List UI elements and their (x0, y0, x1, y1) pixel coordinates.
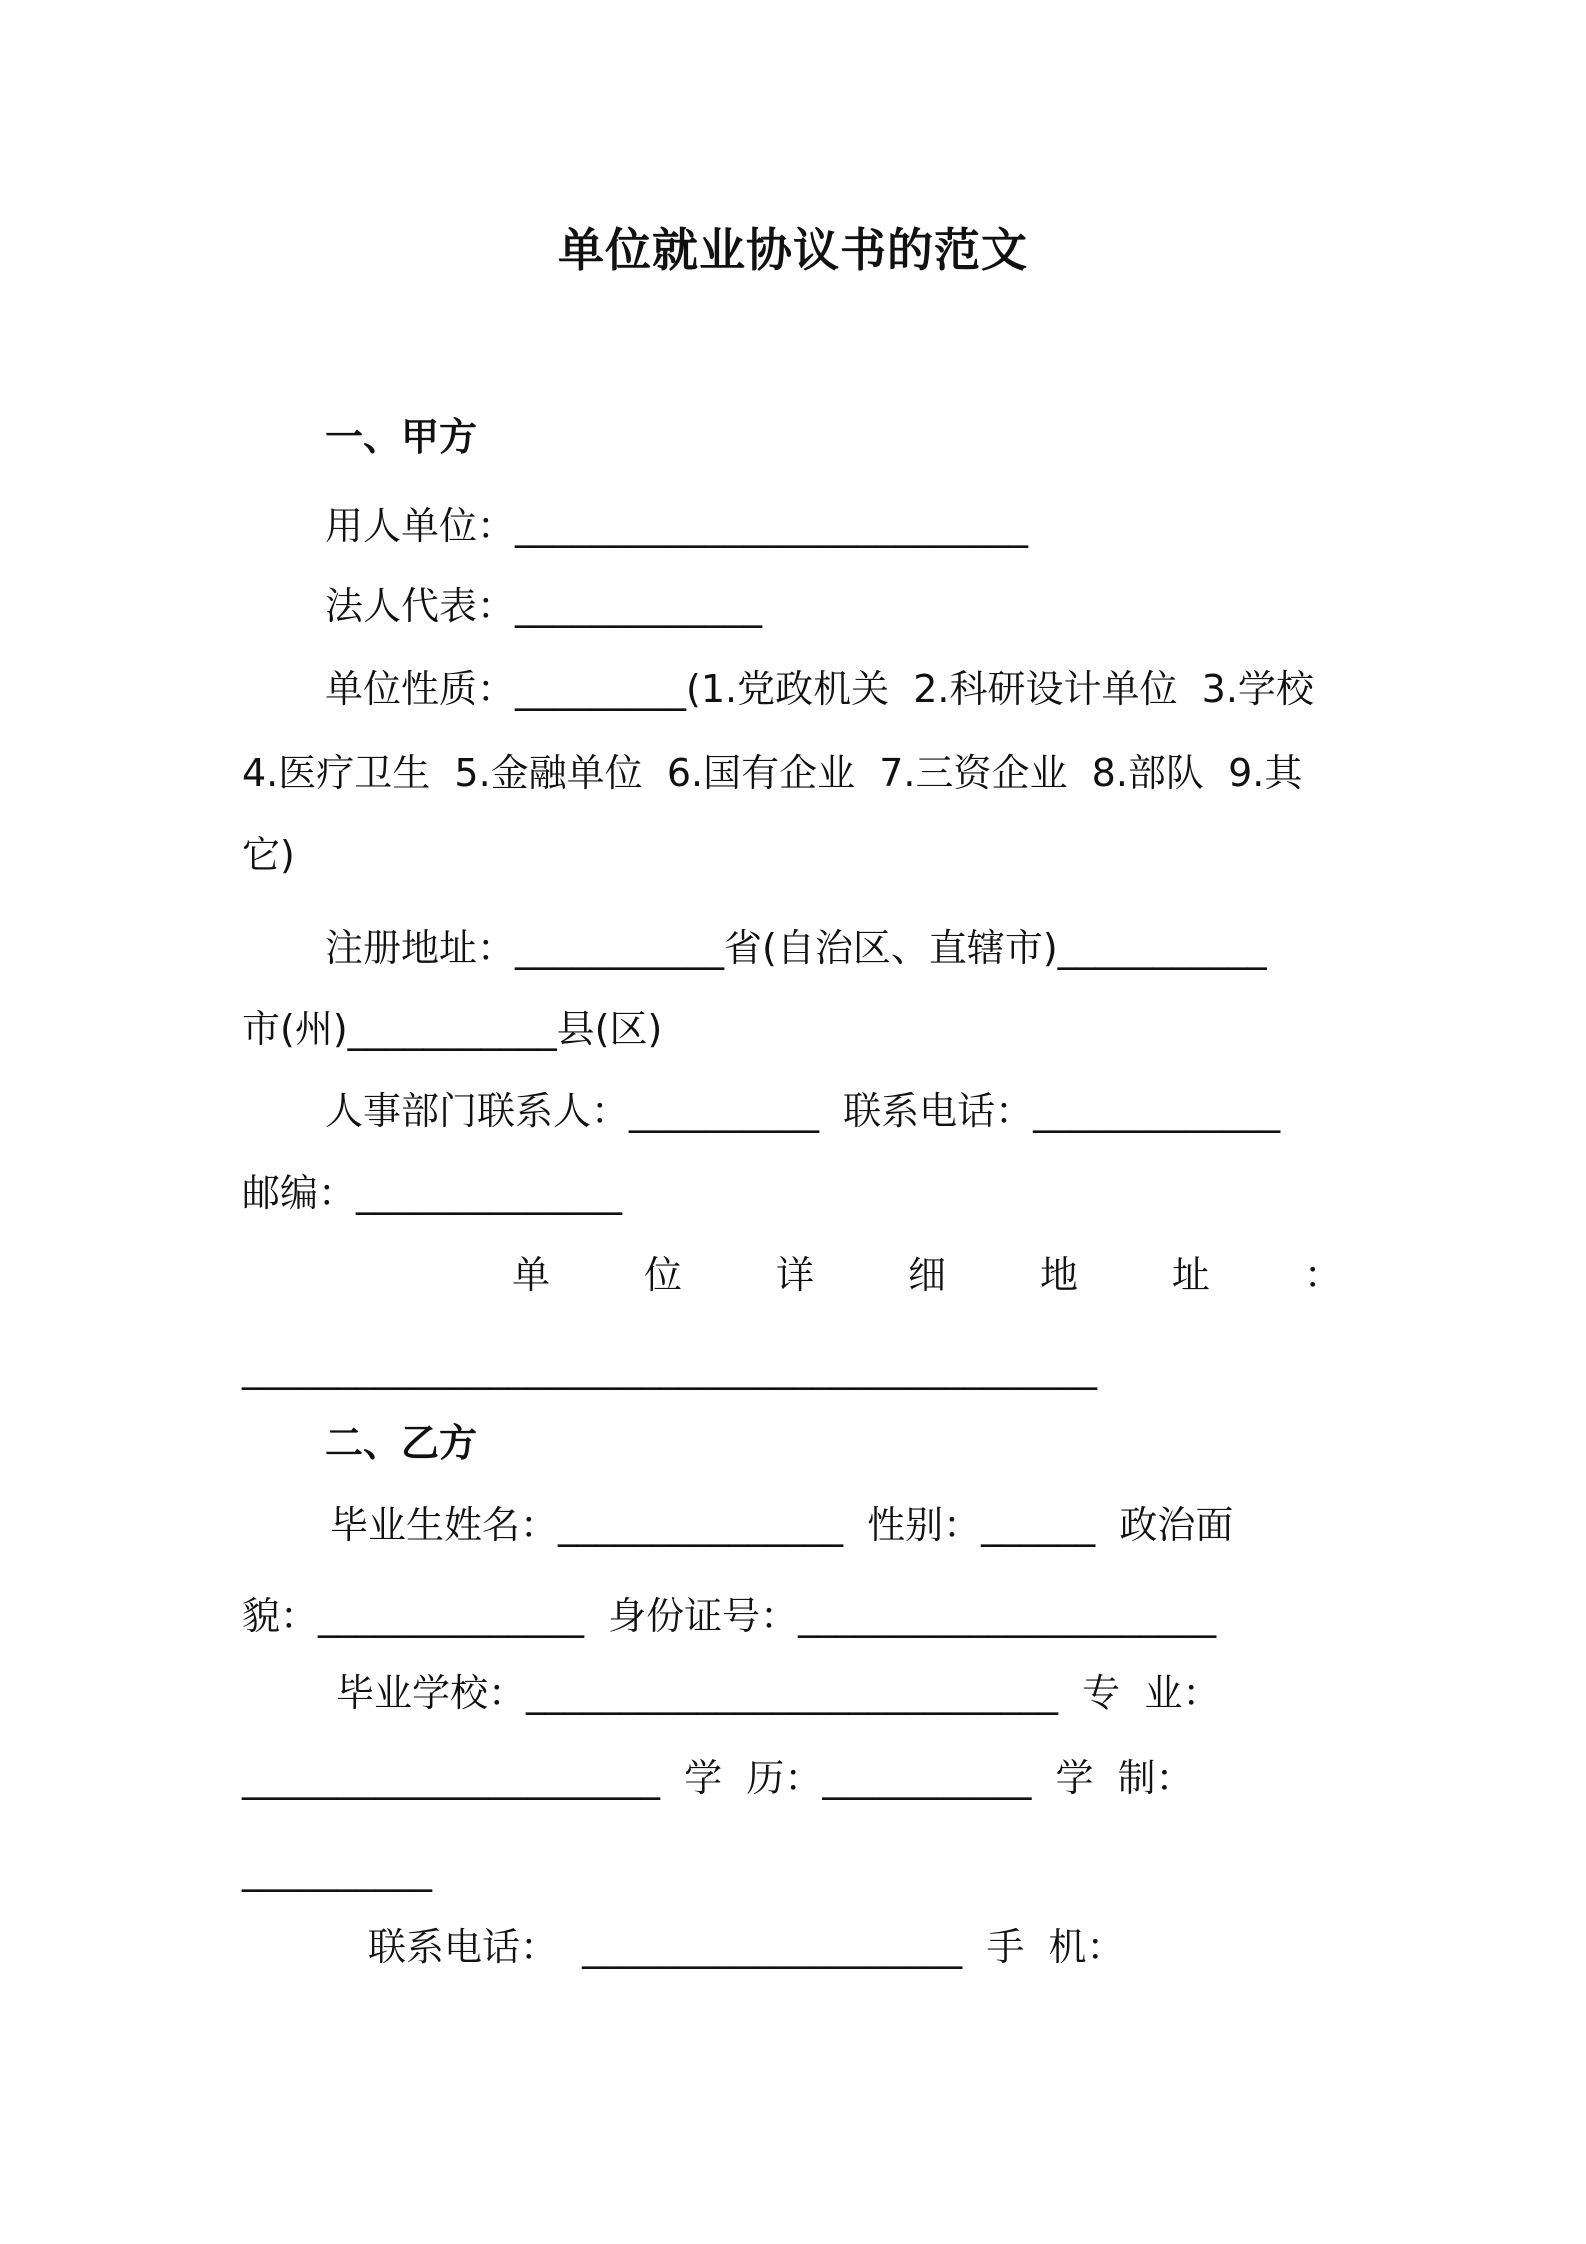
employer-field: 用人单位：___________________________ (325, 504, 1029, 548)
school-line-1: 毕业学校：____________________________ 专 业： (336, 1671, 1221, 1715)
unit-nature-line-3: 它) (242, 833, 295, 877)
detail-address-char: 地 (1039, 1253, 1078, 1297)
graduate-name-line-2: 貌：______________ 身份证号：______________________ (242, 1594, 1217, 1638)
party-b-heading: 二、乙方 (325, 1421, 478, 1465)
document-title: 单位就业协议书的范文 (558, 223, 1028, 277)
school-line-2: ______________________ 学 历：___________ 学 制： (242, 1756, 1194, 1800)
legal-rep-field: 法人代表：_____________ (325, 584, 763, 628)
postcode-line: 邮编：______________ (242, 1171, 623, 1215)
graduate-name-line-1: 毕业生姓名：_______________ 性别：______ 政治面 (330, 1503, 1234, 1547)
phone-line: 联系电话： ____________________ 手 机： (368, 1925, 1125, 1969)
detail-address-blank: _____________________________________________ (242, 1346, 1097, 1390)
detail-address-char: ： (1303, 1253, 1342, 1297)
unit-nature-line-1: 单位性质：_________(1.党政机关 2.科研设计单位 3.学校 (325, 667, 1314, 711)
party-a-heading: 一、甲方 (325, 415, 478, 459)
registered-address-line-2: 市(州)___________县(区) (242, 1007, 663, 1051)
detail-address-char: 单 (512, 1253, 551, 1297)
unit-nature-line-2: 4.医疗卫生 5.金融单位 6.国有企业 7.三资企业 8.部队 9.其 (242, 751, 1303, 795)
detail-address-char: 详 (775, 1253, 814, 1297)
detail-address-label (512, 1252, 1342, 1298)
detail-address-char: 位 (643, 1253, 682, 1297)
detail-address-char: 细 (907, 1253, 946, 1297)
school-line-3: __________ (242, 1848, 432, 1892)
registered-address-line-1: 注册地址：___________省(自治区、直辖市)___________ (325, 926, 1267, 970)
hr-contact-line: 人事部门联系人：__________ 联系电话：_____________ (325, 1089, 1281, 1133)
detail-address-char: 址 (1171, 1253, 1210, 1297)
